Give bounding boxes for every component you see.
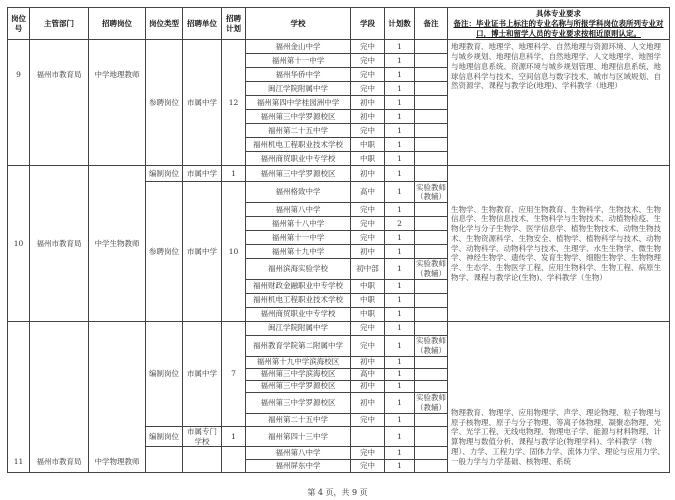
- school: 福州第三中学罗源校区: [246, 110, 351, 124]
- recruiting-unit: 市属中学: [183, 40, 222, 166]
- recruiting-unit: 市属专门学校: [183, 426, 222, 447]
- school-level: 完中: [351, 217, 385, 231]
- post-type: [146, 447, 183, 473]
- position: 中学地理教师: [89, 40, 146, 166]
- school: 闽江学院附属中学: [246, 321, 351, 335]
- school-level: 完中: [351, 54, 385, 68]
- school-count: 1: [385, 321, 415, 335]
- remark: [415, 152, 448, 166]
- post-type: 参聘岗位: [146, 182, 183, 322]
- school-count: 1: [385, 293, 415, 307]
- school-level: 完中: [351, 68, 385, 82]
- school-level: 中职: [351, 279, 385, 293]
- remark: [415, 460, 448, 473]
- school-count: 1: [385, 279, 415, 293]
- school-count: 1: [385, 124, 415, 138]
- school-level: 高中: [351, 368, 385, 380]
- school-level: 完中: [351, 203, 385, 217]
- school-level: 初中: [351, 96, 385, 110]
- school-level: 完中: [351, 335, 385, 356]
- school-count: 1: [385, 413, 415, 426]
- remark: [415, 54, 448, 68]
- school: 福州商贸职业中专学校: [246, 307, 351, 321]
- header-requirements: [448, 8, 670, 40]
- school: 福州第三中学罗源校区: [246, 166, 351, 182]
- remark: 实验教师（教辅）: [416, 393, 446, 412]
- school: 福州第三中学滨海校区: [246, 368, 351, 380]
- school-count: 1: [385, 68, 415, 82]
- header-plan: 招聘计划: [222, 8, 246, 40]
- remark: [415, 166, 448, 182]
- school: 福州格致中学: [246, 182, 351, 203]
- remark: [415, 82, 448, 96]
- school: 福州华侨中学: [246, 68, 351, 82]
- school-count: 1: [385, 307, 415, 321]
- plan-count: [222, 447, 246, 473]
- school: 福州商贸职业中专学校: [246, 152, 351, 166]
- position: 中学物理教师: [89, 321, 146, 473]
- school-count: 1: [385, 231, 415, 245]
- remark: [415, 447, 448, 460]
- table-row: [8, 40, 670, 54]
- plan-count: 10: [222, 182, 246, 322]
- school: 福州第三中学罗源校区: [246, 380, 351, 392]
- school-level: 高中: [351, 182, 385, 203]
- remark: [415, 356, 448, 368]
- header-level: 学段: [351, 8, 385, 40]
- school-count: 1: [385, 426, 415, 447]
- page-footer: 第 4 页，共 9 页: [307, 488, 368, 497]
- school: 福州第四十三中学: [246, 426, 351, 447]
- school: 福州第二十五中学: [246, 413, 351, 426]
- school: 福州机电工程职业技术学校: [246, 293, 351, 307]
- school-level: 完中: [351, 40, 385, 54]
- header-row: [8, 8, 670, 40]
- header-unit: 招聘单位: [183, 8, 222, 40]
- school: 福州第四中学桂园洲中学: [246, 96, 351, 110]
- requirements: 生物学、生物教育、应用生物教育、生物科学、生物技术、生物信息学、生物信息技术、生物科学与生物技术、动植物检疫、生物化学与分子生物学、医学信息学、植物生物技术、动物生物技术、生物资源科学、生物安全、植物学、植物科学与技术、动物学、动物科学、动物科学与技术、生理学、水生生物学、微生物学、神经生物学、遗传学、发育生物学、细胞生物学、生物物理学、生态学、生物医学工程、应用生物科学、生物工程、病原生物学、课程与教学论(生物)、学科教学（生物）: [448, 166, 670, 322]
- school-count: 1: [385, 380, 415, 392]
- remark: [415, 293, 448, 307]
- school-count: 1: [385, 447, 415, 460]
- remark: [415, 426, 448, 447]
- post-no: 9: [8, 40, 30, 166]
- school: 福州财政金融职业中专学校: [246, 279, 351, 293]
- plan-count: 1: [222, 426, 246, 447]
- school-count: 1: [385, 182, 415, 203]
- school-level: 完中: [351, 124, 385, 138]
- school-level: 中职: [351, 307, 385, 321]
- school: 福州教育学院第二附属中学: [246, 335, 351, 356]
- post-type: 编制岗位: [146, 321, 183, 426]
- school: 福州第二十五中学: [246, 124, 351, 138]
- remark: [415, 138, 448, 152]
- school-level: 初中: [351, 245, 385, 259]
- school: 福州滨海实验学校: [246, 259, 351, 280]
- post-no: 10: [8, 166, 30, 322]
- school-count: 1: [385, 166, 415, 182]
- remark: [415, 203, 448, 217]
- school: 福州第八中学: [246, 203, 351, 217]
- school-count: 1: [385, 82, 415, 96]
- school-count: 1: [385, 368, 415, 380]
- school-level: 初中: [351, 356, 385, 368]
- header-post-type: 岗位类型: [146, 8, 183, 40]
- school-level: 完中: [351, 460, 385, 473]
- school-count: 1: [385, 356, 415, 368]
- table-row: [8, 321, 670, 335]
- school: 福州屏东中学: [246, 460, 351, 473]
- remark: [415, 368, 448, 380]
- header-school: 学校: [246, 8, 351, 40]
- school: 福州第十九中学: [246, 245, 351, 259]
- recruiting-unit: 市属中学: [183, 321, 222, 426]
- remark: [415, 68, 448, 82]
- school-level: 完中: [351, 447, 385, 460]
- position: 中学生物教师: [89, 166, 146, 322]
- post-no: 11: [8, 321, 30, 473]
- school-count: 1: [385, 40, 415, 54]
- table-row: [8, 166, 670, 182]
- school: 福州第八中学: [246, 447, 351, 460]
- recruitment-table: [7, 7, 670, 473]
- school-count: 1: [385, 138, 415, 152]
- school-level: 初中: [351, 166, 385, 182]
- school-level: 完中: [351, 82, 385, 96]
- remark: [415, 413, 448, 426]
- school: 福州金山中学: [246, 40, 351, 54]
- department: 福州市教育局: [30, 40, 89, 166]
- plan-count: 7: [222, 321, 246, 426]
- school-count: 1: [385, 203, 415, 217]
- school: 福州第三中学罗源校区: [246, 392, 351, 413]
- remark: [415, 380, 448, 392]
- remark: [415, 124, 448, 138]
- remark: [415, 96, 448, 110]
- post-type: 参聘岗位: [146, 40, 183, 166]
- requirements: 地理教育、地理学、地理科学、自然地理与资源环境、人文地理与城乡规划、地理信息科学、自然地理学、人文地理学、地图学与地理信息系统、资源环境与城乡规划管理、地理信息系统、地球信息科学与技术、空间信息与数字技术、城市与区域规划、自然资源学、课程与教学论(地理)、学科教学（地理）: [448, 40, 670, 166]
- requirements: 物理教育、物理学、应用物理学、声学、理论物理、粒子物理与原子核物理、原子与分子物理、等离子体物理、凝聚态物理、光学、光学工程、无线电物理、物理电子学、能源与材料物理、计算物理与数值分析、课程与教学论(物理学科)、学科教学（物理）、力学、工程力学、固体力学、流体力学、理论与应用力学、一般力学与力学基础、核物理、系统: [448, 321, 670, 473]
- school: 福州第十一中学: [246, 54, 351, 68]
- school-count: 1: [385, 152, 415, 166]
- header-post-no: 岗位号: [8, 8, 30, 40]
- post-type: 编制岗位: [146, 166, 183, 182]
- school-count: 1: [385, 392, 415, 413]
- recruiting-unit: 市属中学: [183, 166, 222, 182]
- school-level: 中职: [351, 152, 385, 166]
- header-remark: 备注: [415, 8, 448, 40]
- school-count: 1: [385, 335, 415, 356]
- school: 福州第十八中学: [246, 217, 351, 231]
- school-level: 初中: [351, 380, 385, 392]
- school: 福州第十九中学滨海校区: [246, 356, 351, 368]
- school-count: 1: [385, 54, 415, 68]
- school: 福州机电工程职业技术学校: [246, 138, 351, 152]
- recruiting-unit: [183, 447, 222, 473]
- header-count: 计划数: [385, 8, 415, 40]
- header-department: 主管部门: [30, 8, 89, 40]
- school-count: 2: [385, 217, 415, 231]
- school-level: 中职: [351, 293, 385, 307]
- remark: [415, 307, 448, 321]
- school-level: 完中: [351, 413, 385, 426]
- requirements-note: 备注：毕业证书上标注的专业名称与所报学科岗位表所列专业对口，博士和留学人员的专业要求按相近原则认定。: [453, 18, 664, 38]
- school-count: 1: [385, 259, 415, 280]
- school-level: 完中: [351, 231, 385, 245]
- school-count: 1: [385, 245, 415, 259]
- post-type: 编制岗位: [146, 426, 183, 447]
- department: 福州市教育局: [30, 166, 89, 322]
- remark: [415, 40, 448, 54]
- remark: [415, 321, 448, 335]
- school-count: 1: [385, 460, 415, 473]
- plan-count: 12: [222, 40, 246, 166]
- school-count: 1: [385, 110, 415, 124]
- remark: 实验教师（教辅）: [416, 182, 446, 202]
- school: 闽江学院附属中学: [246, 82, 351, 96]
- school-level: [351, 426, 385, 447]
- school-level: 初中: [351, 392, 385, 413]
- header-position: 招聘岗位: [89, 8, 146, 40]
- remark: 实验教师（教辅）: [416, 336, 446, 355]
- school: 福州第十一中学: [246, 231, 351, 245]
- remark: [415, 110, 448, 124]
- remark: [415, 217, 448, 231]
- remark: [415, 231, 448, 245]
- department: 福州市教育局: [30, 321, 89, 473]
- recruiting-unit: 市属中学: [183, 182, 222, 322]
- school-level: 完中: [351, 321, 385, 335]
- school-level: 中职: [351, 138, 385, 152]
- plan-count: 1: [222, 166, 246, 182]
- school-level: 初中部: [351, 259, 385, 280]
- remark: [415, 245, 448, 259]
- table-body: [8, 40, 670, 473]
- school-level: 初中: [351, 110, 385, 124]
- requirements-title: 具体专业要求: [536, 9, 581, 18]
- remark: [415, 279, 448, 293]
- school-count: 1: [385, 96, 415, 110]
- remark: 实验教师（教辅）: [416, 259, 446, 278]
